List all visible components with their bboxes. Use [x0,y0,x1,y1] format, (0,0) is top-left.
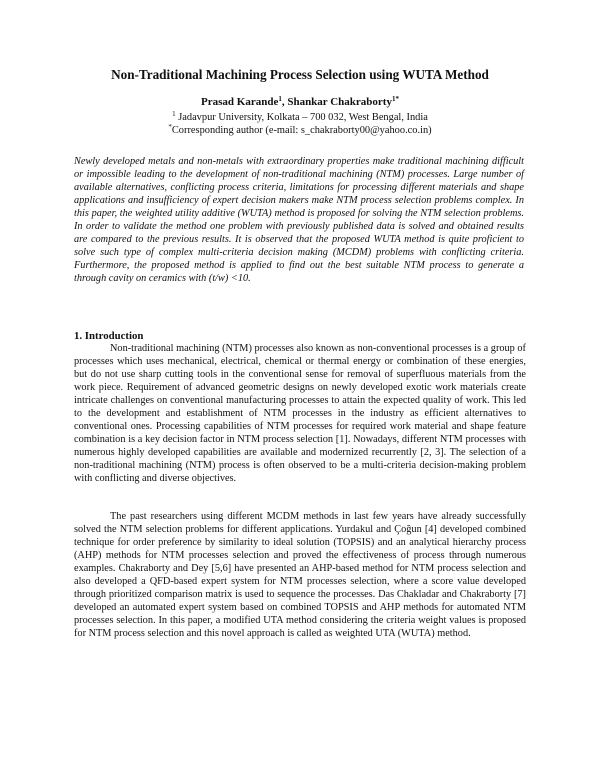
body-paragraph: The past researchers using different MCDM methods in last few years have already successfully solved the NTM selection problems for different applications. Yurdakul and Çoğun [4] developed combined technique for order preference by similarity to ideal solution (TOPSIS) and an analytical hierarchy process (AHP) methods for NTM processes selection and proved the effectiveness of process through numerous examples. Chakraborty and Dey [5,6] have presented an AHP-based method for NTM process selection and also developed a QFD-based expert system for NTM processes selection, where a score value developed through prioritized comparison matrix is used to sequence the processes. Das Chakladar and Chakraborty [7] developed an automated expert system based on combined TOPSIS and AHP methods for automated NTM processes selection. In this paper, a modified UTA method considering the criteria weight values is proposed for NTM process selection and this novel approach is called as weighted UTA (WUTA) method. [74,511,526,640]
affiliation-text: Jadavpur University, Kolkata – 700 032, West Bengal, India [175,112,428,123]
section-heading: 1. Introduction [74,330,144,342]
author-line [70,96,530,109]
affiliation-mark: 1 [172,110,176,118]
affiliation-line [70,111,530,124]
corresponding-text: Corresponding author (e-mail: s_chakraborty00@yahoo.co.in) [171,125,432,136]
author-name: Prasad Karande [201,96,279,108]
author-affiliation-mark: 1* [391,95,399,103]
author-affiliation-mark: 1 [278,95,282,103]
author-name: Shankar Chakraborty [287,96,392,108]
corresponding-mark: * [168,123,172,131]
corresponding-author-line [70,124,530,137]
body-paragraph: Non-traditional machining (NTM) processes also known as non-conventional processes is a group of processes which uses mechanical, electrical, chemical or thermal energy or combination of these energies, but do not use sharp cutting tools in the conventional sense for removal of superfluous materials from the work piece. Requirement of advanced geometric designs on newly developed exotic work materials create intricate challenges on conventional manufacturing processes to attain the expected quality of work. This led to the development and establishment of NTM processes in the industry as efficient alternatives to conventional ones. Processing capabilities of NTM processes for required work material and shape feature combination is a key decision factor in NTM process selection [1]. Nowadays, different NTM processes with numerous highly developed capabilities are available and modernized recurrently [2, 3]. The selection of a non-traditional machining (NTM) process is often observed to be a multi-criteria decision-making problem with conflicting and diverse objectives. [74,343,526,485]
paper-title: Non-Traditional Machining Process Selection using WUTA Method [111,67,489,82]
abstract: Newly developed metals and non-metals with extraordinary properties make traditional machining difficult or impossible leading to the development of non-traditional machining (NTM) processes. Large number of available alternatives, conflicting process criteria, limitations for processing different materials and shape applications and insufficiency of expert decision makers make NTM process selection problems complex. In this paper, the weighted utility additive (WUTA) method is proposed for solving the NTM selection problems. In order to validate the method one problem with previously published data is solved and obtained results are compared to the previous results. It is observed that the proposed WUTA method is quite proficient to solve such type of complex multi-criteria decision making (MCDM) problems with conflicting criteria. Furthermore, the proposed method is applied to find out the best suitable NTM process to generate a through cavity on ceramics with (t/w) <10. [74,156,524,285]
author-separator: , [281,96,288,108]
